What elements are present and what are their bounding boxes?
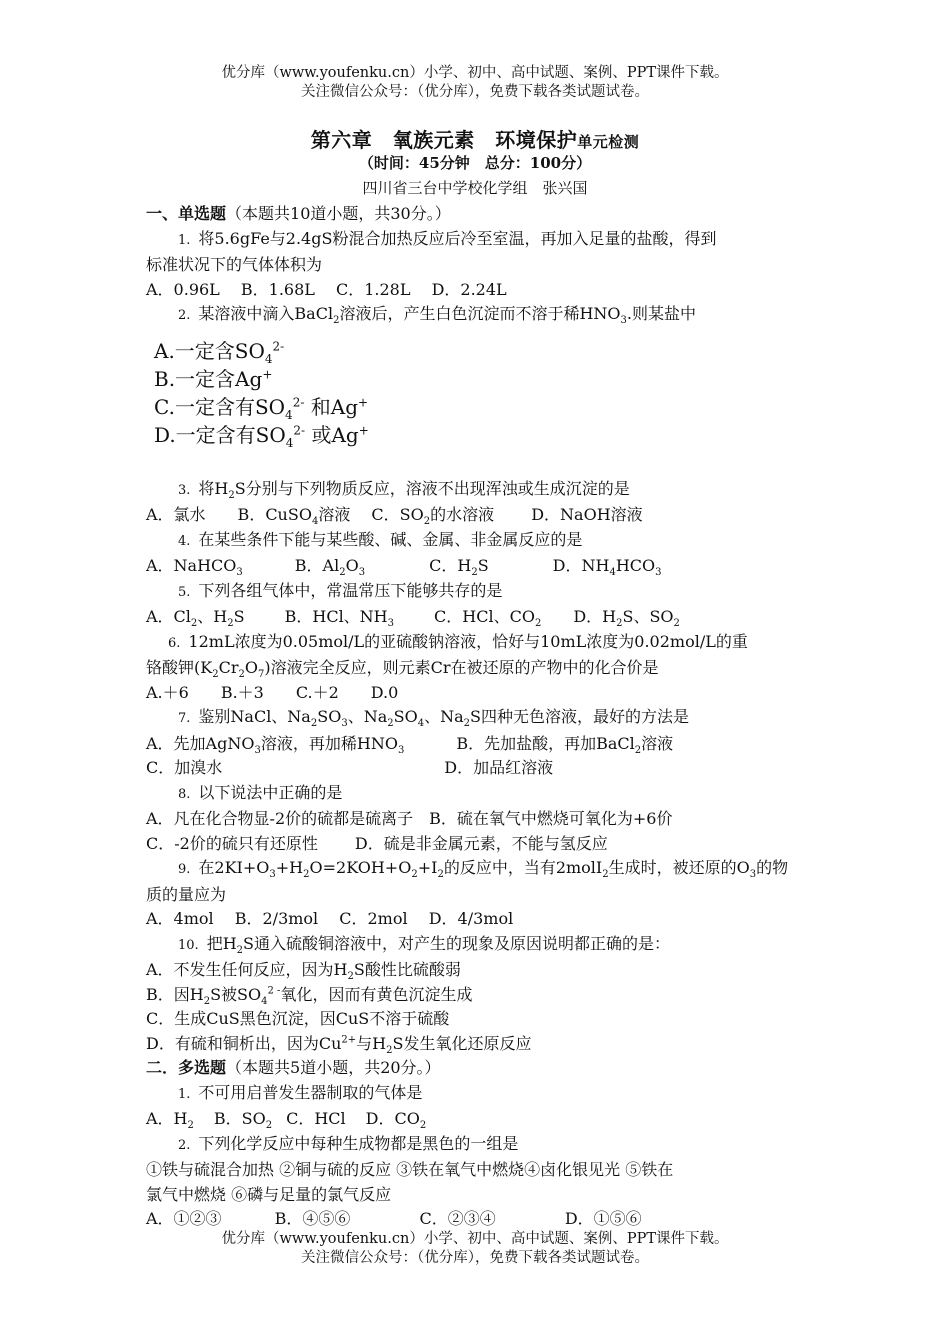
question-9-cont: 质的量应为 [146,884,227,904]
multi-question-2-cont-2: 氯气中燃烧 ⑥磷与足量的氯气反应 [146,1184,392,1204]
question-3: 3. 将$H_2S$分别与下列物质反应，溶液不出现浑浊或生成沉淀的是 [178,478,630,501]
footer-line-2: 关注微信公众号：（优分库），免费下载各类试题试卷。 [301,1250,649,1266]
multi-question-2-options: A．①②③ B．④⑤⑥ C．②③④ D．①⑤⑥ [146,1209,642,1228]
question-10-option-b: B．因$H_2S$被$SO_4^{2 -}$氧化，因而有黄色沉淀生成 [146,984,473,1007]
question-7-options-ab: A．先加AgNO$_3$溶液，再加稀$HNO_3$ B．先加盐酸，再加BaCl$_2$溶液 [146,733,674,756]
question-10-option-c: C．生成CuS黑色沉淀，因CuS不溶于硫酸 [146,1009,450,1028]
exam-content [146,202,816,1232]
question-7-options-cd: C．加溴水 D．加品红溶液 [146,758,554,777]
header-line-2: 关注微信公众号：（优分库），免费下载各类试题试卷。 [301,84,649,100]
header-line-1: 优分库（www.youfenku.cn）小学、初中、高中试题、案例、PPT课件下载。 [221,65,729,81]
page-header [0,64,950,102]
question-5-options: A．$Cl_2$、$H_2S$ B．HCl、$NH_3$ C．HCl、$CO_2$ D．$H_2S$、$SO_2$ [146,607,680,630]
question-6-cont: 铬酸钾$(K_2Cr_2O_7)$溶液完全反应，则元素Cr在被还原的产物中的化合价是 [146,658,659,681]
page-title [0,124,950,153]
question-1-options: A．0.96L B．1.68L C．1.28L D．2.24L [146,279,507,299]
section-1-heading: 一、单选题（本题共10道小题，共30分。） [146,204,451,223]
question-9-options: A．4mol B．2/3mol C．2mol D．4/3mol [146,909,514,928]
question-10-option-a: A．不发生任何反应，因为$H_2S$酸性比硫酸弱 [146,960,461,983]
question-2-options [146,337,816,449]
multi-question-1: 1. 不可用启普发生器制取的气体是 [178,1082,423,1102]
question-6-options: A.＋6 B.＋3 C.＋2 D.0 [146,682,399,702]
question-6: 6. 12mL浓度为0.05mol/L的亚硫酸钠溶液，恰好与10mL浓度为0.02mol/L的重 [168,631,748,651]
option-b: B.一定含Ag+ [154,366,273,391]
question-10: 10. 把$H_2S$通入硫酸铜溶液中，对产生的现象及原因说明都正确的是： [178,933,670,956]
question-1: 1. 将5.6gFe与2.4gS粉混合加热反应后冷至室温，再加入足量的盐酸，得到 [178,228,717,248]
option-d: D.一定含有$SO_4^{2-}$ 或Ag+ [154,422,369,450]
question-4-options: A．NaHCO$_3$ B．$Al_2O_3$ C．$H_2S$ D．$NH_4HCO_3$ [146,556,662,579]
page-footer [0,1230,950,1268]
question-1-cont: 标准状况下的气体体积为 [146,255,323,274]
exam-time: （时间：45分钟 总分：100分） [358,154,592,172]
multi-question-2-cont-1: ①铁与硫混合加热 ②铜与硫的反应 ③铁在氧气中燃烧④卤化银见光 ⑤铁在 [146,1160,674,1179]
question-3-options: A．氯水 B．CuSO$_4$溶液 C．$SO_2$的水溶液 D．NaOH溶液 [146,505,643,528]
question-7: 7. 鉴别NaCl、$Na_2SO_3$、$Na_2SO_4$、$Na_2S$四种无色溶液，最好的方法是 [178,707,689,730]
question-8-options-ab: A．凡在化合物显-2价的硫都是硫离子 B．硫在氧气中燃烧可氧化为+6价 [146,809,673,828]
question-5: 5. 下列各组气体中，常温常压下能够共存的是 [178,580,503,600]
question-9: 9. 在$2KI+O_3+H_2O=2KOH+O_2+I_2$的反应中，当有2molI$_2$生成时，被还原的$O_3$的物 [178,858,789,881]
footer-line-1: 优分库（www.youfenku.cn）小学、初中、高中试题、案例、PPT课件下载。 [221,1231,729,1247]
question-10-option-d: D．有硫和铜析出，因为$Cu^{2+}$与$H_2S$发生氧化还原反应 [146,1033,532,1056]
question-8: 8. 以下说法中正确的是 [178,782,343,802]
option-c: C.一定含有$SO_4^{2-}$ 和Ag+ [154,394,369,422]
title-suffix: 单元检测 [577,133,640,151]
multi-question-2: 2. 下列化学反应中每种生成物都是黑色的一组是 [178,1133,519,1153]
option-a: A.一定含$SO_4^{2-}$ [154,338,285,366]
section-2-heading: 二．多选题（本题共5道小题，共20分。） [146,1058,441,1077]
title-main: 第六章 氧族元素 环境保护 [310,128,578,152]
question-2: 2. 某溶液中滴入BaCl$_2$溶液后，产生白色沉淀而不溶于稀$HNO_3$.则某盐中 [178,304,696,327]
question-8-options-cd: C．-2价的硫只有还原性 D．硫是非金属元素，不能与氢反应 [146,833,608,853]
question-4: 4. 在某些条件下能与某些酸、碱、金属、非金属反应的是 [178,529,583,549]
multi-question-1-options: A．$H_2$ B．$SO_2$ C．HCl D．$CO_2$ [146,1109,427,1132]
author: 四川省三台中学校化学组 张兴国 [362,179,588,197]
